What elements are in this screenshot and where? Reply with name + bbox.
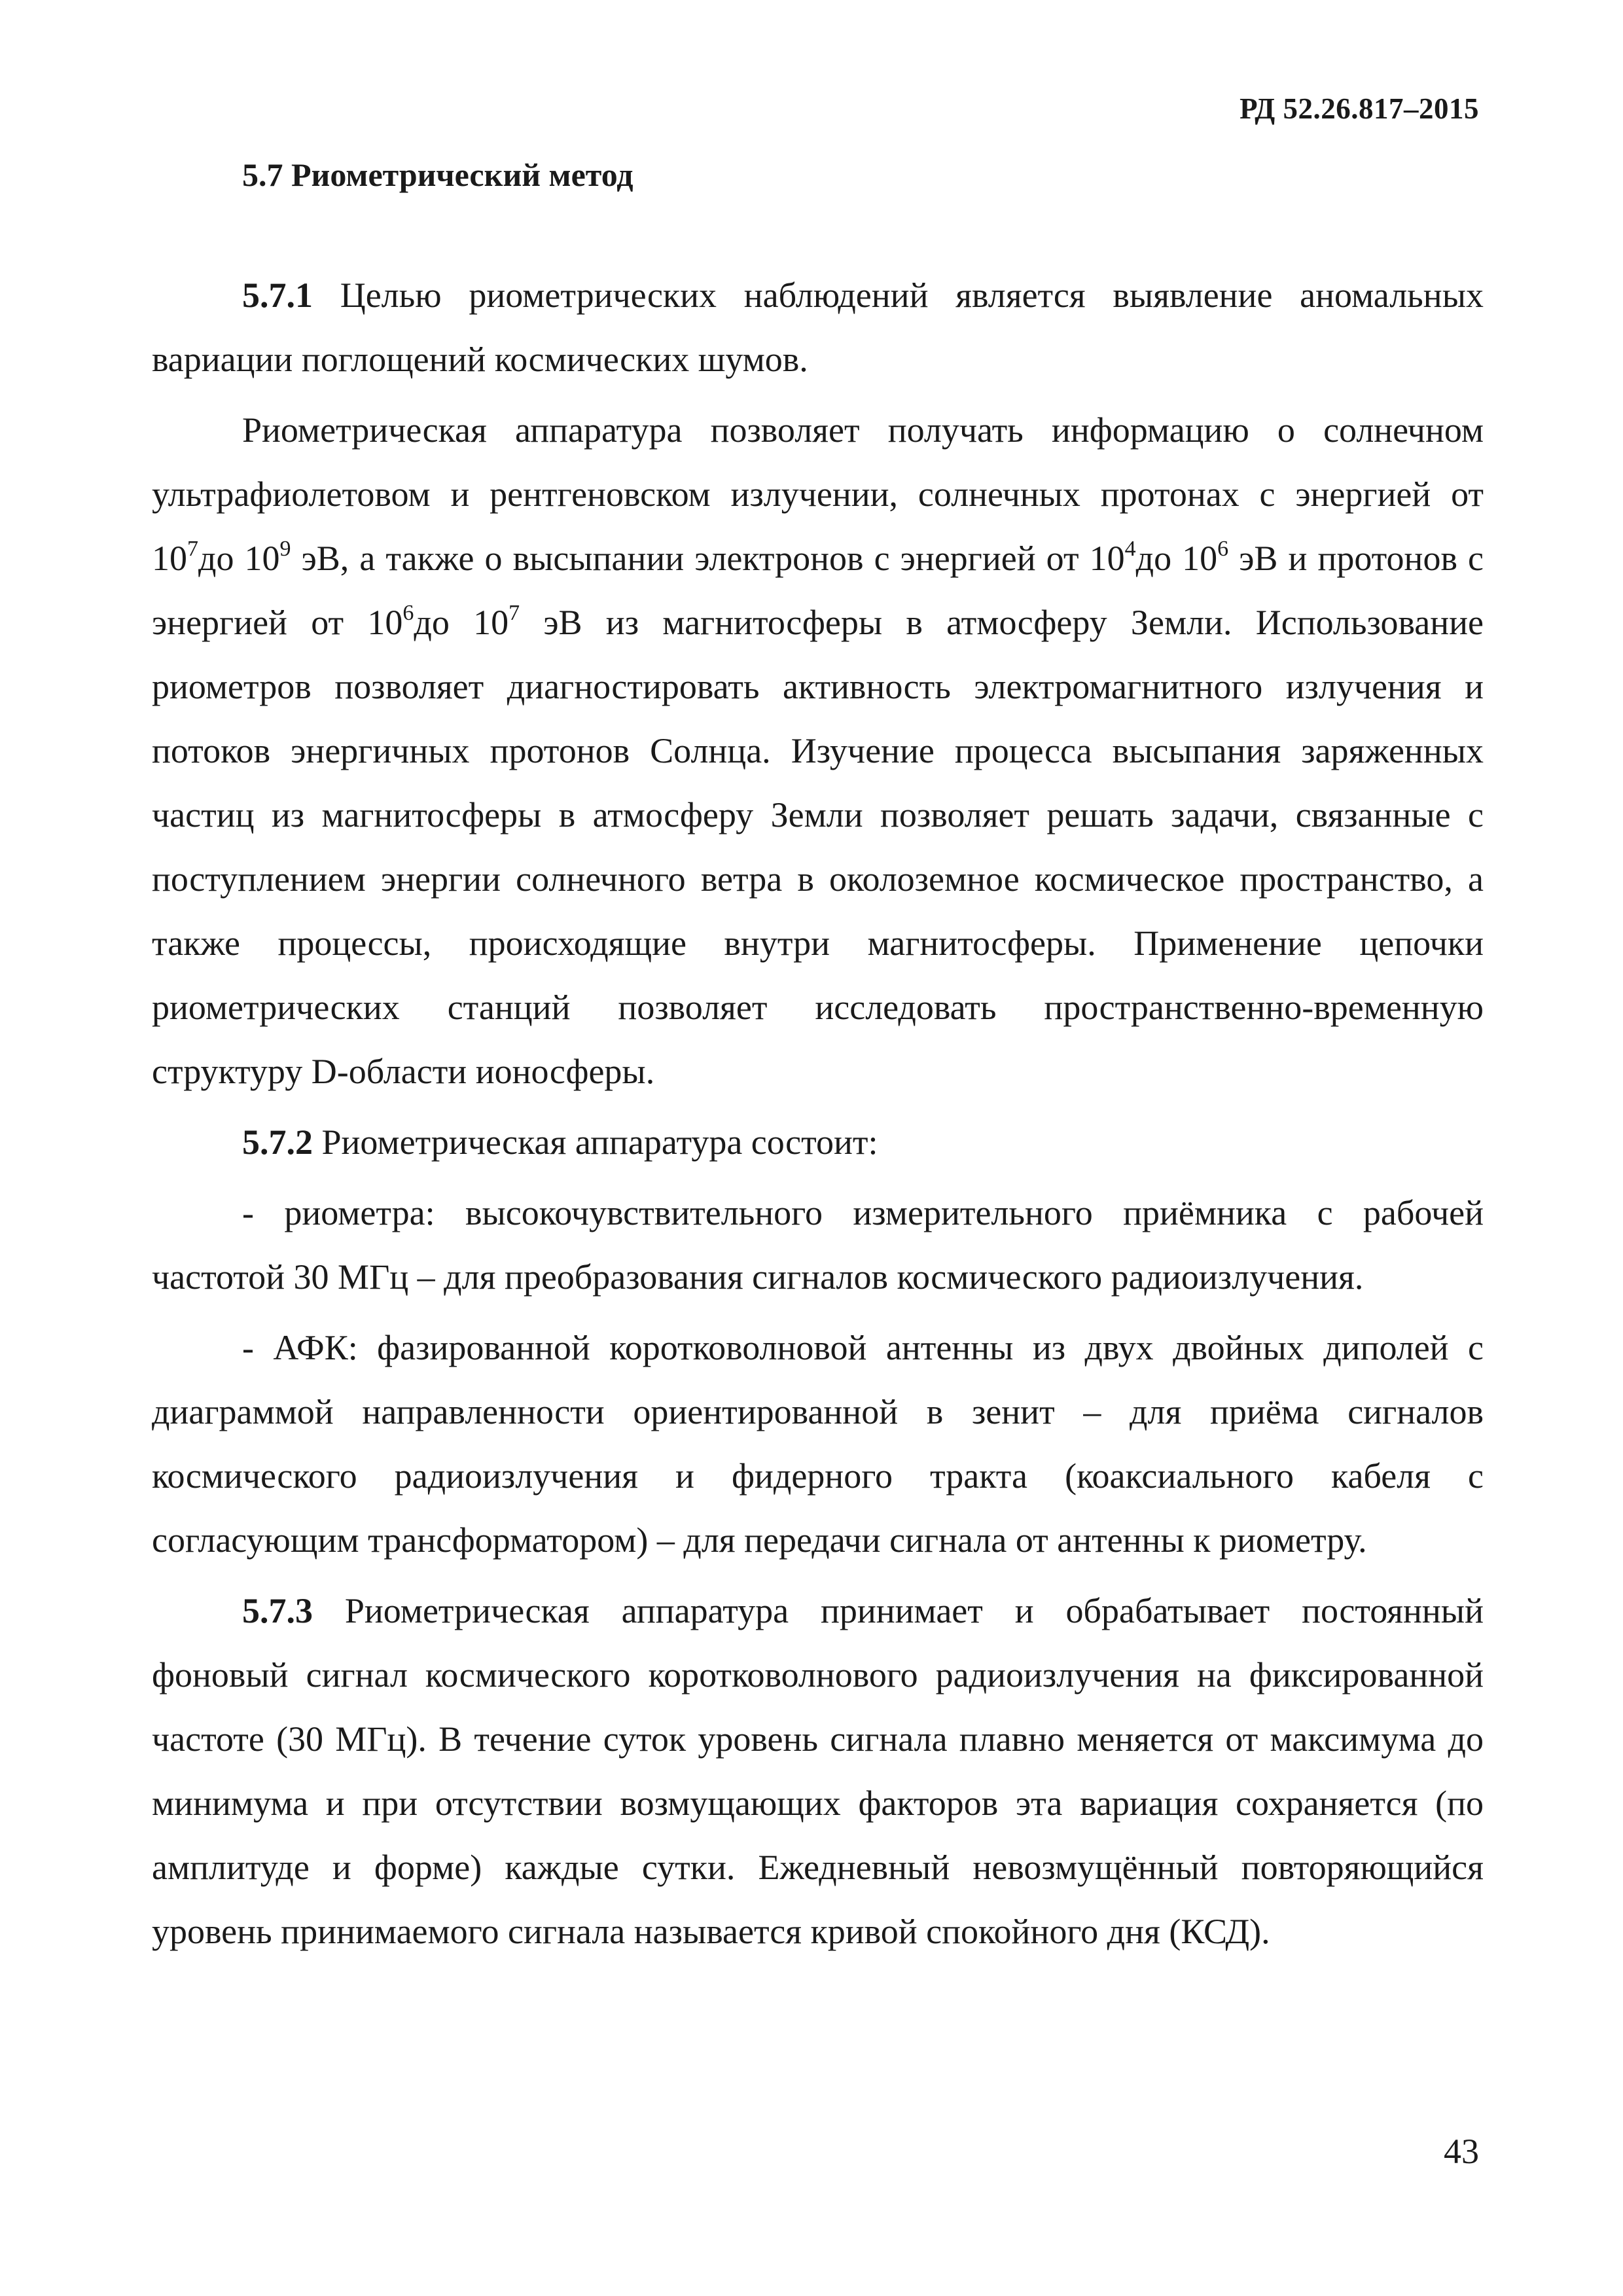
paragraph-5-7-1 [152, 263, 1484, 391]
clause-number: 5.7.2 [242, 1122, 313, 1162]
paragraph-text: Риометрическая аппаратура состоит: [313, 1122, 878, 1162]
page-number: 43 [1444, 2132, 1479, 2171]
paragraph-text: Риометрическая аппаратура принимает и обрабатывает постоянный фоновый сигнал космического коротковолнового радиоизлучения на фиксированной частоте (30 МГц). В течение суток уровень сигнала плавно меняется от максимума до минимума и при отсутствии возмущающих факторов эта вариация сохраняется (по амплитуде и форме) каждые сутки. Ежедневный невозмущённый повторяющийся уровень принимаемого сигнала называется кривой спокойного дня (КСД). [152, 1591, 1484, 1951]
exponent: 7 [508, 601, 520, 625]
exponent: 6 [1217, 537, 1229, 561]
exponent: 4 [1124, 537, 1136, 561]
exponent: 9 [279, 537, 291, 561]
paragraph-text: до 10 [1135, 539, 1218, 578]
paragraph-5-7-2 [152, 1110, 1484, 1174]
paragraph-5-7-3 [152, 1579, 1484, 1964]
paragraph-text: Целью риометрических наблюдений является выявление аномальных вариации поглощений космических шумов. [152, 276, 1484, 379]
paragraph-text: эВ из магнитосферы в атмосферу Земли. Использование риометров позволяет диагностировать активность электромагнитного излучения и потоков энергичных протонов Солнца. Изучение процесса высыпания заряженных частиц из магнитосферы в атмосферу Земли позволяет решать задачи, связанные с поступлением энергии солнечного ветра в околоземное космическое пространство, а также процессы, происходящие внутри магнитосферы. Применение цепочки риометрических станций позволяет исследовать пространственно-временную структуру D-области ионосферы. [152, 603, 1484, 1091]
paragraph-text: Риометрическая аппаратура позволяет получать информацию о солнечном ультрафиолетовом и рентгеновском излучении, солнечных протонах с энергией от 10 [152, 410, 1484, 578]
paragraph-text: до 10 [414, 603, 509, 642]
clause-number: 5.7.1 [242, 276, 313, 315]
exponent: 6 [402, 601, 414, 625]
paragraph-text: эВ, а также о высыпании электронов с энергией от 10 [291, 539, 1125, 578]
paragraph-text: - АФК: фазированной коротковолновой антенны из двух двойных диполей с диаграммой направленности ориентированной в зенит – для приёма сигналов космического радиоизлучения и фидерного тракта (коаксиального кабеля с согласующим трансформатором) – для передачи сигнала от антенны к риометру. [152, 1328, 1484, 1560]
section-title: 5.7 Риометрический метод [242, 156, 633, 193]
paragraph-riometer-info [152, 398, 1484, 1103]
list-item-afk [152, 1316, 1484, 1572]
list-item-riometer [152, 1181, 1484, 1309]
clause-number: 5.7.3 [242, 1591, 313, 1630]
paragraph-text: эВ и протонов с энергией от 10 [152, 539, 1484, 642]
exponent: 7 [187, 537, 198, 561]
document-code: РД 52.26.817–2015 [1240, 92, 1479, 125]
paragraph-text: до 10 [198, 539, 280, 578]
document-body [152, 263, 1484, 1970]
paragraph-text: - риометра: высокочувствительного измерительного приёмника с рабочей частотой 30 МГц – для преобразования сигналов космического радиоизлучения. [152, 1193, 1484, 1297]
